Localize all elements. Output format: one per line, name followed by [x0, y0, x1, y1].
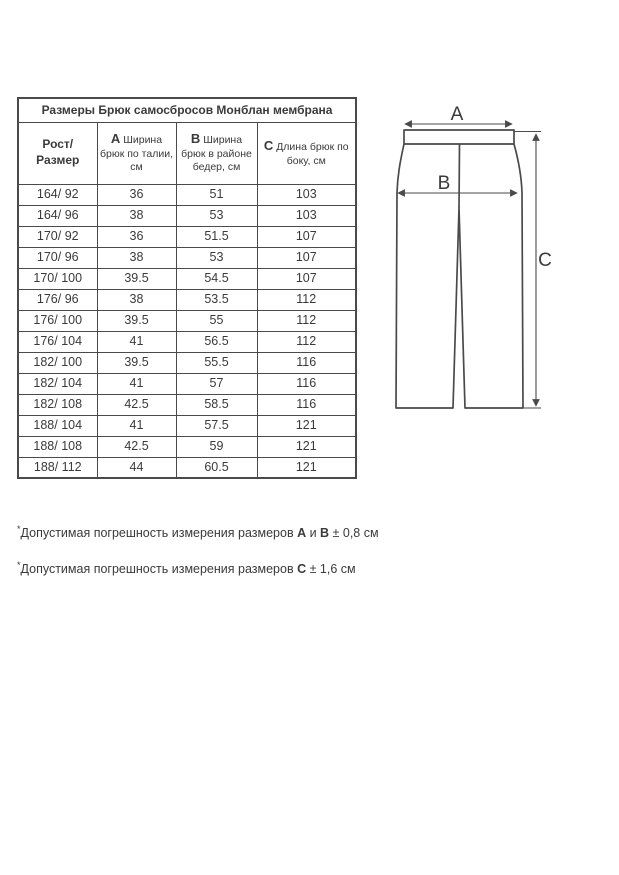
row-a-cell: 36 — [97, 184, 176, 205]
table-row — [18, 247, 356, 268]
row-a-cell: 39.5 — [97, 352, 176, 373]
col-header-b-text: Ширина брюк в районе бедер, см — [181, 133, 252, 174]
row-b-cell: 59 — [176, 436, 257, 457]
col-header-c-text: Длина брюк по боку, см — [276, 140, 349, 167]
row-a-cell: 38 — [97, 247, 176, 268]
row-size-cell: 182/ 108 — [18, 394, 97, 415]
table-row — [18, 457, 356, 478]
row-c-cell: 116 — [257, 373, 356, 394]
row-c-cell: 112 — [257, 310, 356, 331]
row-size-cell: 176/ 100 — [18, 310, 97, 331]
size-table-body — [18, 184, 356, 478]
row-c-cell: 116 — [257, 352, 356, 373]
table-row — [18, 373, 356, 394]
row-a-cell: 42.5 — [97, 394, 176, 415]
pants-measurement-diagram — [385, 95, 565, 425]
table-title: Размеры Брюк самосбросов Монблан мембрана — [18, 98, 356, 122]
footnote-1-text: Допустимая погрешность измерения размеров — [20, 526, 298, 541]
col-header-a-letter: A — [110, 130, 121, 146]
row-size-cell: 182/ 100 — [18, 352, 97, 373]
row-b-cell: 55.5 — [176, 352, 257, 373]
row-b-cell: 58.5 — [176, 394, 257, 415]
dim-label-c: C — [538, 250, 552, 271]
row-c-cell: 103 — [257, 184, 356, 205]
row-c-cell: 107 — [257, 247, 356, 268]
col-header-b — [176, 122, 257, 184]
row-size-cell: 188/ 104 — [18, 415, 97, 436]
row-size-cell: 170/ 92 — [18, 226, 97, 247]
row-b-cell: 51 — [176, 184, 257, 205]
row-c-cell: 121 — [257, 457, 356, 478]
footnote-2-bold-c: C — [297, 562, 307, 577]
row-a-cell: 38 — [97, 205, 176, 226]
col-header-a-text: Ширина брюк по талии, см — [100, 133, 173, 174]
footnote-1-bold-a: A — [297, 526, 307, 541]
row-b-cell: 57 — [176, 373, 257, 394]
row-size-cell: 188/ 108 — [18, 436, 97, 457]
footnote-1-asterisk: * — [17, 524, 21, 534]
row-c-cell: 116 — [257, 394, 356, 415]
row-c-cell: 121 — [257, 436, 356, 457]
row-c-cell: 112 — [257, 331, 356, 352]
row-a-cell: 39.5 — [97, 310, 176, 331]
row-size-cell: 170/ 100 — [18, 268, 97, 289]
footnote-1-bold-b: B — [320, 526, 330, 541]
table-row — [18, 184, 356, 205]
pants-center-seam — [459, 144, 460, 208]
row-size-cell: 164/ 96 — [18, 205, 97, 226]
row-a-cell: 38 — [97, 289, 176, 310]
row-c-cell: 121 — [257, 415, 356, 436]
row-a-cell: 42.5 — [97, 436, 176, 457]
table-row — [18, 436, 356, 457]
footnote-2-suffix: ± 1,6 см — [306, 562, 356, 577]
pants-outline-drawing — [396, 130, 523, 408]
footnote-tolerance-c — [17, 560, 356, 576]
dim-label-b: B — [437, 173, 451, 194]
row-b-cell: 51.5 — [176, 226, 257, 247]
table-row — [18, 289, 356, 310]
table-row — [18, 268, 356, 289]
table-row — [18, 415, 356, 436]
row-a-cell: 36 — [97, 226, 176, 247]
footnote-1-mid: и — [306, 526, 321, 541]
pants-waistband — [404, 130, 514, 144]
row-c-cell: 112 — [257, 289, 356, 310]
dim-label-a: A — [450, 104, 464, 125]
col-header-c-letter: C — [263, 137, 274, 153]
row-a-cell: 41 — [97, 415, 176, 436]
row-size-cell: 182/ 104 — [18, 373, 97, 394]
row-a-cell: 41 — [97, 373, 176, 394]
footnote-2-text: Допустимая погрешность измерения размеров — [20, 562, 298, 577]
col-header-c — [257, 122, 356, 184]
row-b-cell: 55 — [176, 310, 257, 331]
row-c-cell: 107 — [257, 226, 356, 247]
row-b-cell: 53 — [176, 247, 257, 268]
row-size-cell: 170/ 96 — [18, 247, 97, 268]
table-row — [18, 226, 356, 247]
col-header-b-letter: B — [190, 130, 201, 146]
footnote-tolerance-ab — [17, 524, 379, 540]
col-header-a — [97, 122, 176, 184]
footnote-1-suffix: ± 0,8 см — [329, 526, 379, 541]
row-b-cell: 53.5 — [176, 289, 257, 310]
row-size-cell: 188/ 112 — [18, 457, 97, 478]
row-b-cell: 54.5 — [176, 268, 257, 289]
row-a-cell: 39.5 — [97, 268, 176, 289]
table-title-row — [18, 98, 356, 122]
row-a-cell: 44 — [97, 457, 176, 478]
table-row — [18, 310, 356, 331]
footnote-2-asterisk: * — [17, 560, 21, 570]
row-b-cell: 57.5 — [176, 415, 257, 436]
table-row — [18, 331, 356, 352]
table-row — [18, 205, 356, 226]
row-size-cell: 176/ 104 — [18, 331, 97, 352]
table-row — [18, 394, 356, 415]
table-header-row — [18, 122, 356, 184]
row-b-cell: 53 — [176, 205, 257, 226]
row-size-cell: 164/ 92 — [18, 184, 97, 205]
row-size-cell: 176/ 96 — [18, 289, 97, 310]
row-b-cell: 60.5 — [176, 457, 257, 478]
row-a-cell: 41 — [97, 331, 176, 352]
col-header-size: Рост/Размер — [18, 122, 97, 184]
row-c-cell: 103 — [257, 205, 356, 226]
size-table — [17, 97, 357, 479]
row-c-cell: 107 — [257, 268, 356, 289]
table-row — [18, 352, 356, 373]
row-b-cell: 56.5 — [176, 331, 257, 352]
